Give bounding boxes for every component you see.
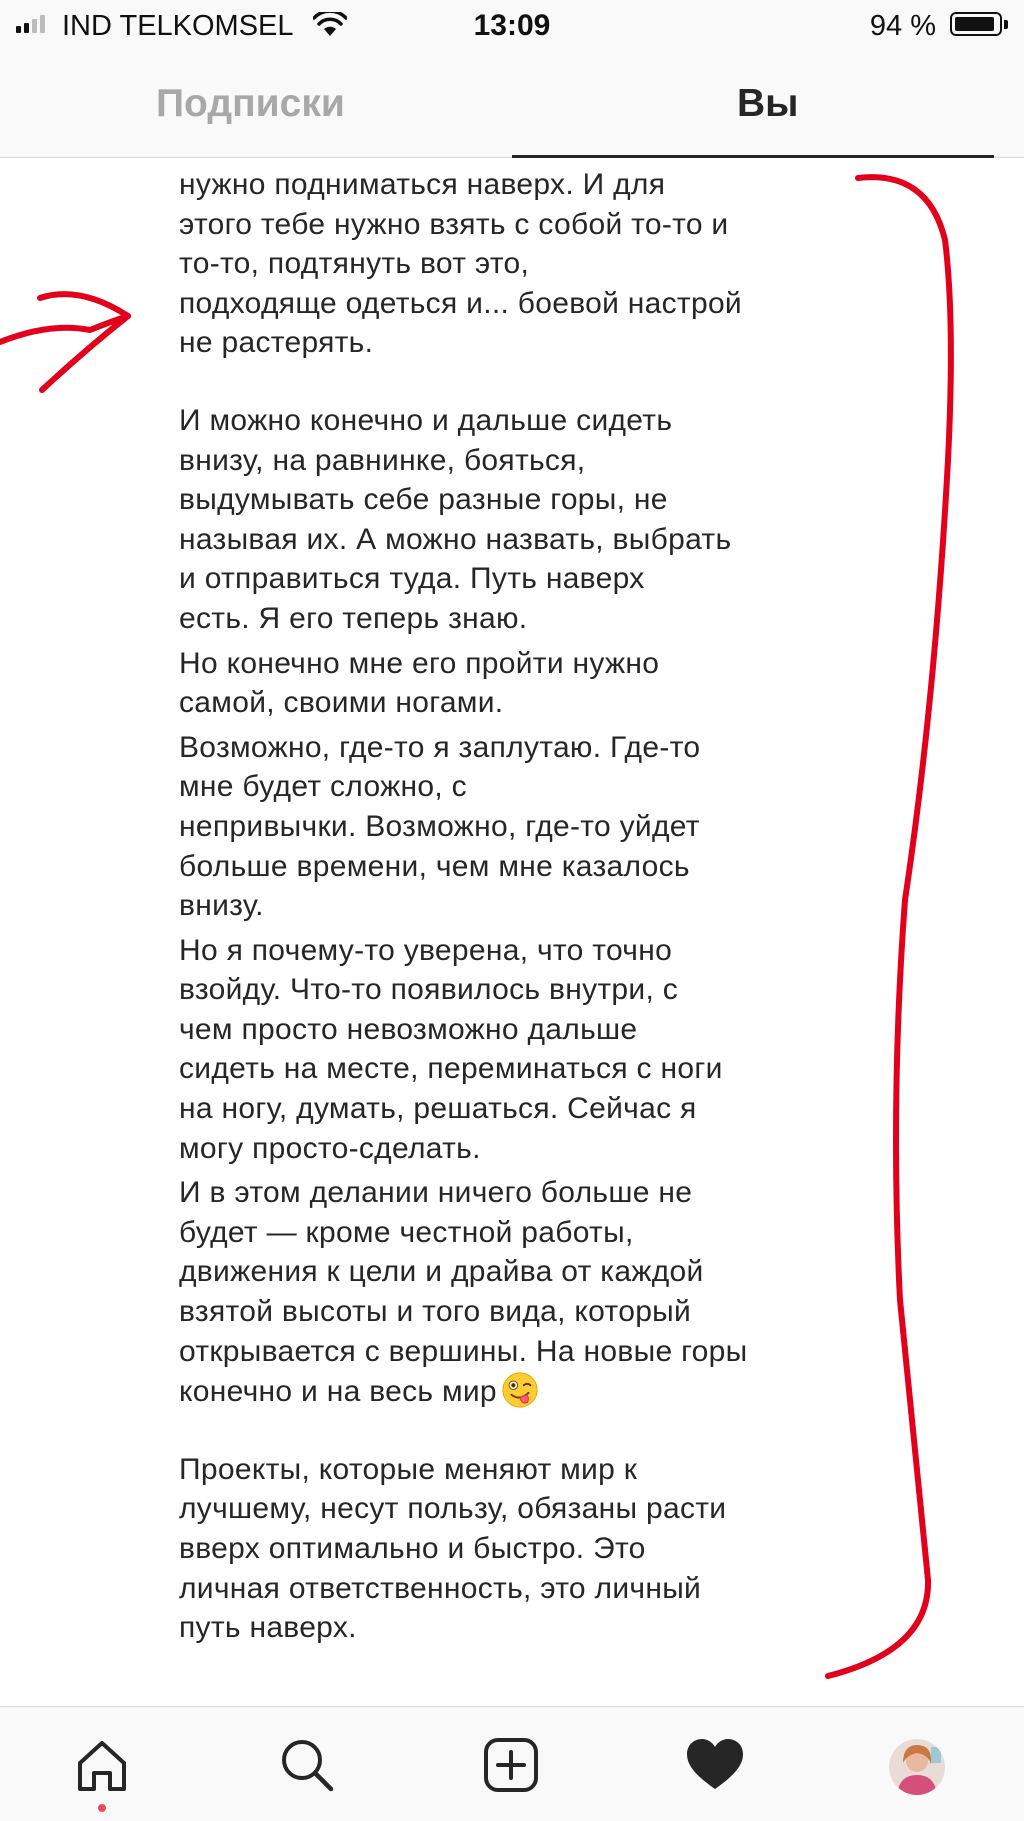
search-icon[interactable] [277,1735,337,1795]
clock: 13:09 [473,9,551,42]
bottom-navigation [0,1706,1024,1821]
add-post-icon[interactable] [481,1735,541,1795]
paragraph: Но конечно мне его пройти нужно самой, своими ногами. [179,646,660,720]
paragraph-text: И в этом делании ничего больше не будет — кроме честной работы, движения к цели и драйва от каждой взятой высоты и того вида, который открывается с вершины. На новые горы конечно и на весь мир [179,1176,748,1409]
tab-you[interactable]: Вы [737,82,799,125]
battery-percentage: 94 % [869,10,936,42]
paragraph: нужно подниматься наверх. И для этого тебе нужно взять с собой то-то и то-то, подтянуть вот это, подходяще одеться и... боевой настрой не растерять. [179,168,742,360]
post-text [179,157,869,1707]
tab-following[interactable]: Подписки [156,82,345,125]
battery-cap [1004,20,1008,29]
paragraph: Возможно, где-то я заплутаю. Где-то мне будет сложно, с непривычки. Возможно, где-то уйдет больше времени, чем мне казалось внизу. [179,730,701,923]
activity-tabs [0,52,1024,158]
winking-face-with-tongue-icon [501,1371,539,1409]
battery-fill [955,17,994,31]
home-icon[interactable] [72,1735,132,1795]
notification-dot [98,1804,106,1812]
paragraph: Но я почему-то уверена, что точно взойду. Что-то появилось внутри, с чем просто невозможно дальше сидеть на месте, переминаться с ноги на ногу, думать, решаться. Сейчас я могу просто-сделать. [179,933,723,1165]
carrier-name: IND TELKOMSEL [62,10,294,42]
status-bar [0,0,1024,52]
paragraph-with-emoji [179,1173,869,1412]
heart-icon[interactable] [685,1735,745,1795]
profile-avatar[interactable] [889,1739,945,1795]
paragraph: И можно конечно и дальше сидеть внизу, на равнинке, бояться, выдумывать себе разные горы, не называя их. А можно назвать, выбрать и отправиться туда. Путь наверх есть. Я его теперь знаю. [179,403,732,635]
battery-icon [950,12,1002,36]
paragraph: Проекты, которые меняют мир к лучшему, несут пользу, обязаны расти вверх оптимально и быстро. Это личная ответственность, это личный путь наверх. [179,1452,727,1645]
red-arrow-annotation [0,294,128,390]
